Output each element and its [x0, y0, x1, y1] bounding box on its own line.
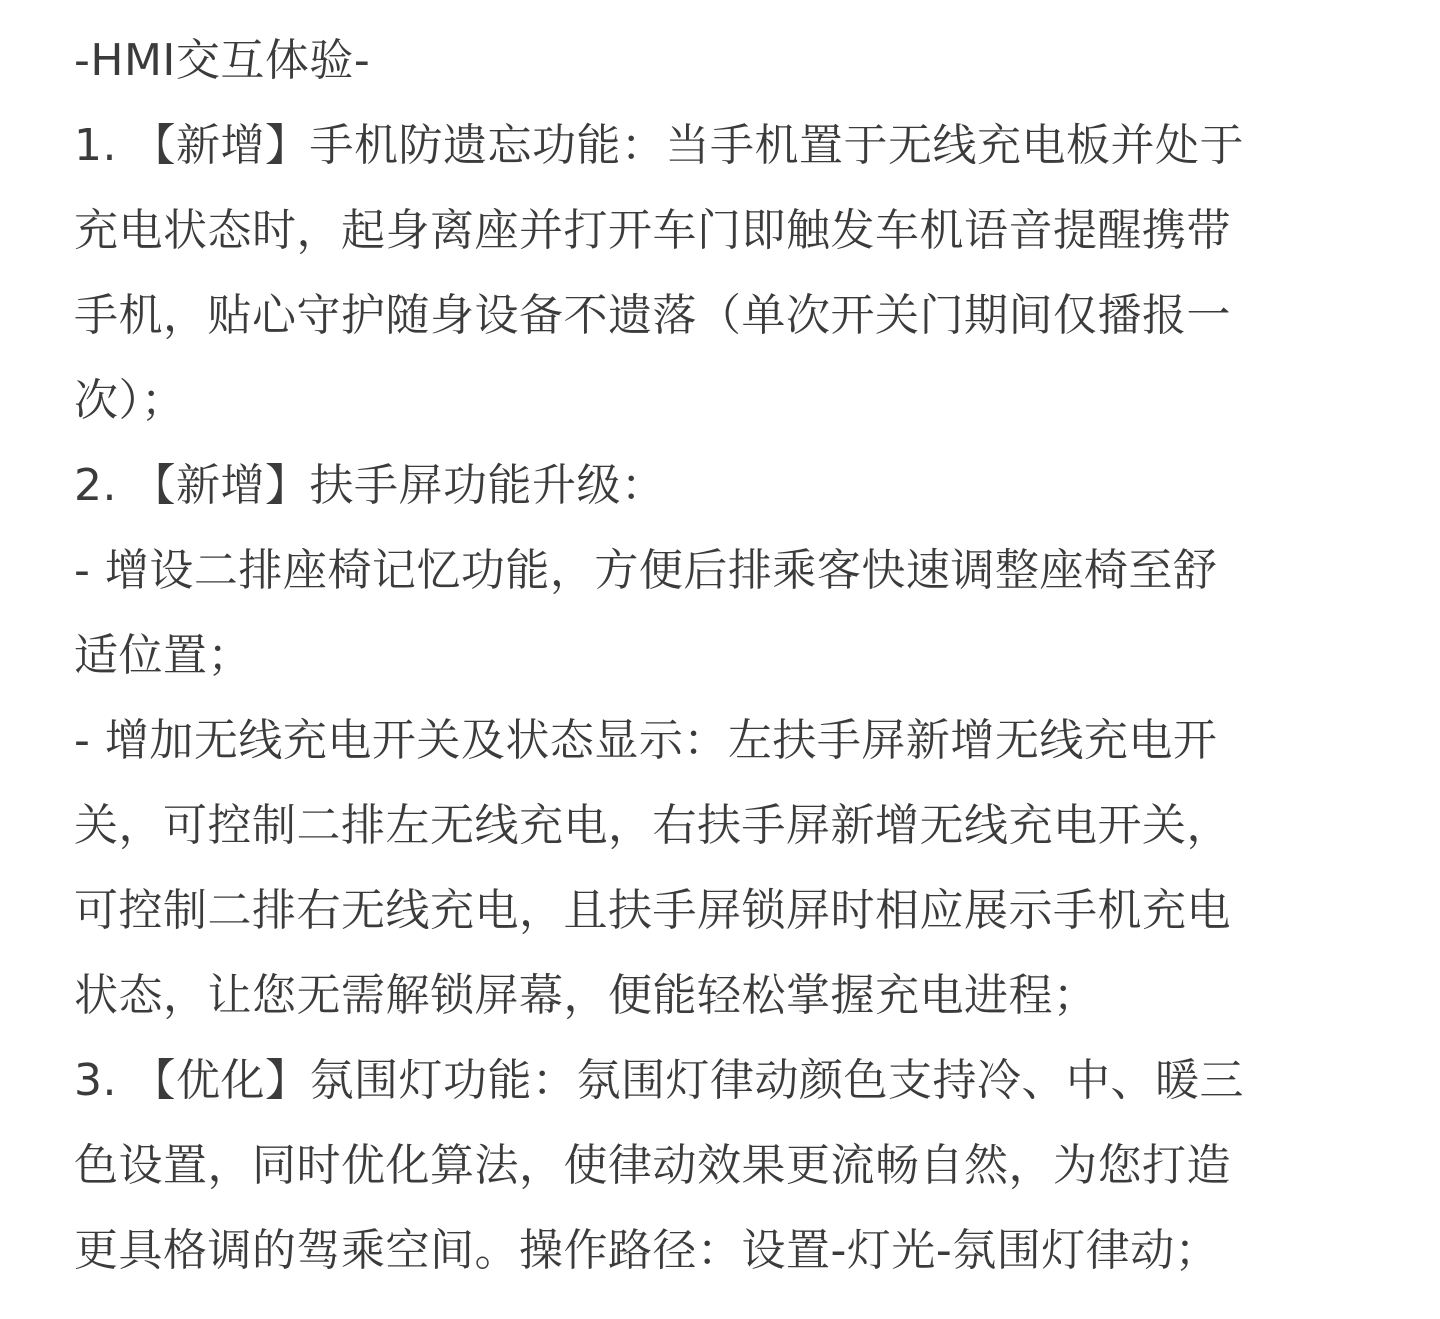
paragraph-line: 色设置，同时优化算法，使律动效果更流畅自然，为您打造	[74, 1140, 1231, 1191]
paragraph-line: - 增加无线充电开关及状态显示：左扶手屏新增无线充电开	[74, 715, 1218, 766]
paragraph-line: 关，可控制二排左无线充电，右扶手屏新增无线充电开关，	[74, 800, 1231, 851]
paragraph-line: 可控制二排右无线充电，且扶手屏锁屏时相应展示手机充电	[74, 885, 1231, 936]
paragraph-line: 1. 【新增】手机防遗忘功能：当手机置于无线充电板并处于	[74, 120, 1244, 171]
paragraph-line: 次）；	[74, 375, 186, 426]
paragraph-line: - 增设二排座椅记忆功能，方便后排乘客快速调整座椅至舒	[74, 545, 1218, 596]
section-heading: -HMI交互体验-	[74, 35, 371, 86]
paragraph-line: 3. 【优化】氛围灯功能：氛围灯律动颜色支持冷、中、暖三	[74, 1055, 1244, 1106]
release-notes-text	[74, 18, 1370, 1293]
paragraph-line: 状态，让您无需解锁屏幕，便能轻松掌握充电进程；	[74, 970, 1098, 1021]
paragraph-line: 充电状态时，起身离座并打开车门即触发车机语音提醒携带	[74, 205, 1231, 256]
paragraph-line: 适位置；	[74, 630, 252, 681]
paragraph-line: 更具格调的驾乘空间。操作路径：设置-灯光-氛围灯律动；	[74, 1225, 1220, 1276]
paragraph-line: 手机，贴心守护随身设备不遗落（单次开关门期间仅播报一	[74, 290, 1231, 341]
paragraph-line: 2. 【新增】扶手屏功能升级：	[74, 460, 666, 511]
